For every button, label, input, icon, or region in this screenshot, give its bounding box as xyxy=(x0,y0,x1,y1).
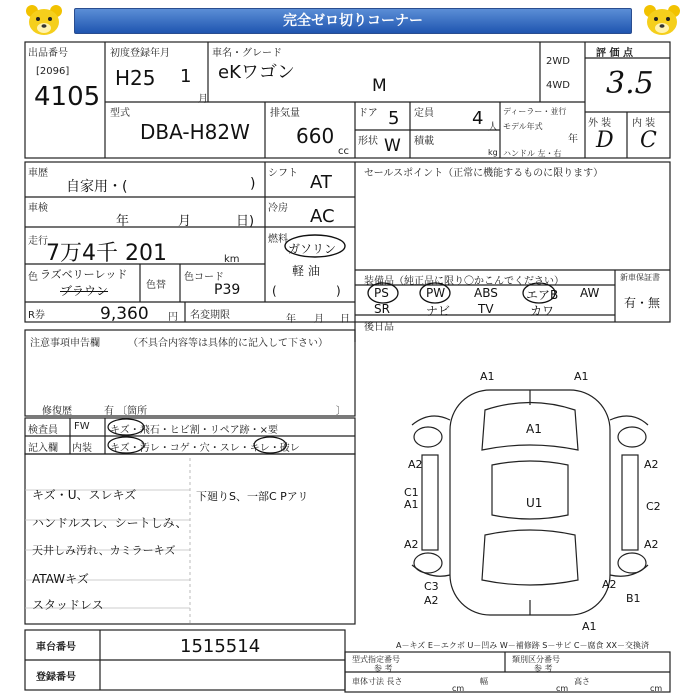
damage-mark-front-left: A1 xyxy=(480,370,495,383)
doors-label: ドア xyxy=(358,108,378,119)
aircon-label: 冷房 xyxy=(268,203,288,214)
lot-number-value: 4105 xyxy=(34,82,101,112)
equipment-tv: TV xyxy=(478,302,494,316)
frame-number-value: 1515514 xyxy=(180,636,261,657)
lot-number-label: 出品番号 xyxy=(28,48,68,59)
inspection-label: 車検 xyxy=(28,203,48,214)
inspector-interior-items: キズ・汚レ・コゲ・穴・スレ・キレ・破レ xyxy=(110,443,300,454)
shift-label: シフト xyxy=(268,168,298,179)
vehicle-name: eKワゴン xyxy=(218,62,295,83)
equipment-circle-marks xyxy=(366,280,566,306)
registration-number-label: 登録番号 xyxy=(36,672,76,683)
repair-history-close: 〕 xyxy=(336,406,346,417)
damage-mark-left-door-c1: C1 xyxy=(404,486,419,499)
model-label: 型式 xyxy=(110,108,130,119)
handwritten-note-4: ATAWキズ xyxy=(32,572,89,586)
height-label: 高さ xyxy=(574,677,590,686)
damage-mark-rear-right-a2: A2 xyxy=(602,578,617,591)
damage-mark-left-fender: A2 xyxy=(408,458,423,471)
certification-ref-1: 参 考 xyxy=(374,664,393,673)
retrofit-label: 後日品 xyxy=(364,322,394,333)
fuel-circle-mark xyxy=(282,232,352,260)
shape-label: 形状 xyxy=(358,136,378,147)
equipment-sr: SR xyxy=(374,302,390,316)
damage-mark-left-rear-door: A2 xyxy=(404,538,419,551)
load-unit: kg xyxy=(488,148,498,157)
equipment-label: 装備品（純正品に限り〇かこんでください） xyxy=(364,276,564,287)
dealer-label: ディーラー・並行 xyxy=(503,107,567,116)
equipment-abs: ABS xyxy=(474,286,498,300)
handle-label: ハンドル 左・右 xyxy=(503,149,562,158)
warranty-label: 新車保証書 xyxy=(620,273,660,282)
shape-value: W xyxy=(384,136,401,156)
interior-label: 内 装 xyxy=(632,118,656,129)
equipment-pw: PW xyxy=(426,286,446,300)
color-value-line2: ブラウン xyxy=(60,284,109,298)
inspector-entry-label: 記入欄 xyxy=(28,443,58,454)
equipment-navi: ナビ xyxy=(426,304,451,318)
damage-mark-rear-bumper: A1 xyxy=(582,620,597,633)
fuel-diesel: 軽 油 xyxy=(292,264,320,278)
damage-mark-roof: U1 xyxy=(526,496,543,510)
color-value-line1: ラズベリーレッド xyxy=(40,268,128,281)
doors-value: 5 xyxy=(388,108,400,129)
displacement-unit: cc xyxy=(338,146,349,157)
warranty-value: 有・無 xyxy=(624,296,661,310)
history-value: 自家用・( xyxy=(66,179,128,195)
color-code-label: 色コード xyxy=(184,272,224,283)
damage-mark-left-door-a1: A1 xyxy=(404,498,419,511)
certification-class-label: 類別区分番号 xyxy=(512,655,560,664)
capacity-unit: 人 xyxy=(488,122,498,133)
dim-height-unit: cm xyxy=(650,684,663,693)
model-year-unit: 年 xyxy=(568,134,578,145)
inspector-fw-items: キズ・飛石・ヒビ割・リペア跡・×要 xyxy=(110,425,278,436)
page-title: 完全ゼロ切りコーナー xyxy=(74,8,632,34)
mileage-label: 走行 xyxy=(28,236,48,247)
capacity-value: 4 xyxy=(472,108,484,129)
equipment-airbag: エアB xyxy=(526,288,559,302)
name-change-year: 年 xyxy=(286,314,296,325)
recycle-label: R券 xyxy=(28,310,45,321)
equipment-ps: PS xyxy=(374,286,389,300)
model-year-label: モデル年式 xyxy=(503,122,543,131)
displacement-value: 660 xyxy=(296,124,335,148)
damage-mark-right-rear-door: A2 xyxy=(644,538,659,551)
inspector-circle-marks xyxy=(100,416,350,456)
notes-label: 注意事項申告欄 xyxy=(30,338,100,349)
score-value: 3.5 xyxy=(606,66,654,101)
equipment-leather: カワ xyxy=(530,304,555,318)
certification-ref-2: 参 考 xyxy=(534,664,553,673)
body-dimensions-label: 車体寸法 長さ xyxy=(352,677,403,686)
color-label: 色 xyxy=(28,272,38,283)
mileage-value: 7万4千 201 xyxy=(46,241,167,266)
first-registration-month: 1 xyxy=(180,66,192,87)
exterior-label: 外 装 xyxy=(588,118,612,129)
recycle-value: 9,360 xyxy=(100,304,149,324)
displacement-label: 排気量 xyxy=(270,108,300,119)
inspection-month: 月 xyxy=(178,214,192,229)
damage-mark-right-fender: A2 xyxy=(644,458,659,471)
drive-4wd: 4WD xyxy=(546,80,570,91)
recycle-unit: 円 xyxy=(168,312,178,323)
damage-mark-right-door: C2 xyxy=(646,500,661,513)
damage-legend: A－キズ E－エクボ U－凹み W－補修跡 S－サビ C－腐食 XX－交換済 xyxy=(396,641,650,650)
handwritten-note-5: スタッドレス xyxy=(32,598,104,612)
inspection-day: 日) xyxy=(236,214,255,229)
equipment-aw: AW xyxy=(580,286,600,300)
inspector-interior-label: 内装 xyxy=(72,443,92,454)
color-code-value: P39 xyxy=(214,282,241,298)
handwritten-note-1: キズ・U、スレキズ xyxy=(32,488,137,502)
fuel-paren-open: ( xyxy=(272,284,277,298)
aircon-value: AC xyxy=(310,206,335,227)
repair-history-value: 有 〔箇所 xyxy=(104,406,148,417)
color-change-label: 色替 xyxy=(146,280,166,291)
name-change-day: 日 xyxy=(340,314,350,325)
first-registration-era-year: H25 xyxy=(115,66,156,90)
vehicle-name-label: 車名・グレード xyxy=(212,48,282,59)
fuel-label: 燃料 xyxy=(268,234,288,245)
dim-length-unit: cm xyxy=(452,684,465,693)
handwritten-note-3: 天井しみ汚れ、カミラーキズ xyxy=(32,544,176,557)
load-label: 積載 xyxy=(414,136,434,147)
damage-mark-rear-left-c3: C3 xyxy=(424,580,439,593)
first-registration-month-unit: 月 xyxy=(198,94,208,105)
score-label: 評 価 点 xyxy=(596,48,633,59)
vehicle-grade: M xyxy=(372,76,387,96)
notes-sub: （不具合内容等は具体的に記入して下さい） xyxy=(128,338,328,349)
inspector-fw-label: FW xyxy=(74,421,90,432)
drive-2wd: 2WD xyxy=(546,56,570,67)
frame-number-label: 車台番号 xyxy=(36,642,76,653)
certification-type-label: 型式指定番号 xyxy=(352,655,400,664)
damage-mark-rear-left-a2: A2 xyxy=(424,594,439,607)
inspection-year: 年 xyxy=(116,214,130,229)
handwritten-note-underbody: 下廻りS、一部C Pアリ xyxy=(196,490,309,503)
damage-mark-hood: A1 xyxy=(526,422,542,436)
damage-mark-front-right: A1 xyxy=(574,370,589,383)
model-value: DBA-H82W xyxy=(140,120,250,144)
interior-grade: C xyxy=(640,128,657,153)
sales-points-label: セールスポイント（正常に機能するものに限ります） xyxy=(364,168,604,179)
fuel-gasoline: ガソリン xyxy=(288,242,337,256)
first-registration-label: 初度登録年月 xyxy=(110,48,170,59)
history-label: 車歴 xyxy=(28,168,48,179)
name-change-month: 月 xyxy=(314,314,324,325)
name-change-label: 名変期限 xyxy=(190,310,230,321)
capacity-label: 定員 xyxy=(414,108,434,119)
history-close: ) xyxy=(250,176,256,192)
exterior-grade: D xyxy=(596,128,614,153)
damage-mark-rear-right-b1: B1 xyxy=(626,592,641,605)
dim-width-unit: cm xyxy=(556,684,569,693)
mileage-unit: km xyxy=(224,254,240,265)
repair-history-label: 修復歴 xyxy=(42,406,72,417)
lot-code: [2096] xyxy=(36,66,70,77)
fuel-paren-close: ) xyxy=(336,284,341,298)
width-label: 幅 xyxy=(480,677,488,686)
shift-value: AT xyxy=(310,172,332,193)
handwritten-note-2: ハンドルスレ、シートしみ、 xyxy=(32,516,188,530)
inspector-label: 検査員 xyxy=(28,425,58,436)
